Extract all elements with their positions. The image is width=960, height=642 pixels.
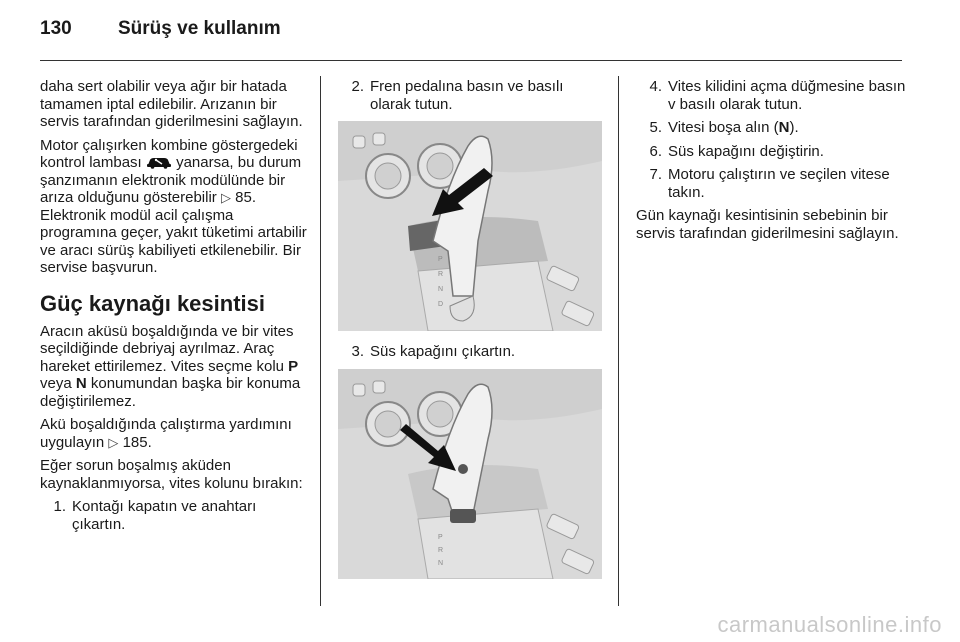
list-item: 4. Vites kilidini açma düğmesine basın v basılı olarak tutun. [649,78,906,113]
arrow-ref-icon: ▷ [220,190,231,205]
gear-lever-figure-2 [338,369,602,579]
gear-lever-figure-1 [338,121,602,331]
list-item: 6. Süs kapağını değiştirin. [649,142,824,160]
page-header [40,18,281,40]
column-1 [40,78,308,539]
paragraph: Akü boşaldığında çalıştırma yardımını uygulayın ▷ 185. [40,416,292,451]
list-item: 7. Motoru çalıştırın ve seçilen vitese takın. [649,166,890,201]
paragraph: Motor çalışırken kombine göstergedeki kontrol lambası yanarsa, bu durum şanzımanın elektronik modülünde bir arıza olduğunu gösterebilir ▷ 85. Elektronik modül acil çalışma programına geçer, yakıt tüketimi artabilir ve aracı sürüş kabiliyeti etkilenebilir. Bir servise başvurun. [40,136,307,276]
list-item: 2. Fren pedalına basın ve basılı olarak tutun. [351,78,564,113]
section-heading: Güç kaynağı kesintisi [40,290,265,316]
page-title: Sürüş ve kullanım [118,18,281,39]
car-wrench-lamp-icon [146,155,172,169]
list-item: 5. Vitesi boşa alın (N). [649,119,799,136]
column-3 [636,78,906,248]
svg-text:R: R [438,546,444,554]
paragraph: Aracın aküsü boşaldığında ve bir vites seçildiğinde debriyaj ayrılmaz. Araç hareket ettirilemez. Vites seçme kolu P veya N konumundan başka bir konuma değiştirilemez. [40,322,301,410]
svg-text:P: P [438,533,443,541]
svg-text:N: N [438,559,444,567]
page-number: 130 [40,18,72,39]
watermark: carmanualsonline.info [717,612,942,637]
column-divider-1 [320,76,321,606]
arrow-ref-icon: ▷ [108,434,119,450]
list-item: 3. Süs kapağını çıkartın. [351,343,516,360]
svg-text:N: N [438,286,444,293]
svg-text:D: D [438,301,444,308]
svg-text:P: P [438,256,443,263]
paragraph: Gün kaynağı kesintisinin sebebinin bir servis tarafından giderilmesini sağlayın. [636,207,899,242]
list-item: 1. Kontağı kapatın ve anahtarı çıkartın. [53,498,257,533]
paragraph: daha sert olabilir veya ağır bir hatada tamamen iptal edilebilir. Arızanın bir servis tarafından giderilmesini sağlayın. [40,78,303,130]
column-2 [338,78,604,591]
svg-text:R: R [438,271,444,278]
paragraph: Eğer sorun boşalmış aküden kaynaklanmıyorsa, vites kolunu bırakın: [40,457,303,492]
header-rule [40,60,902,61]
column-divider-2 [618,76,619,606]
